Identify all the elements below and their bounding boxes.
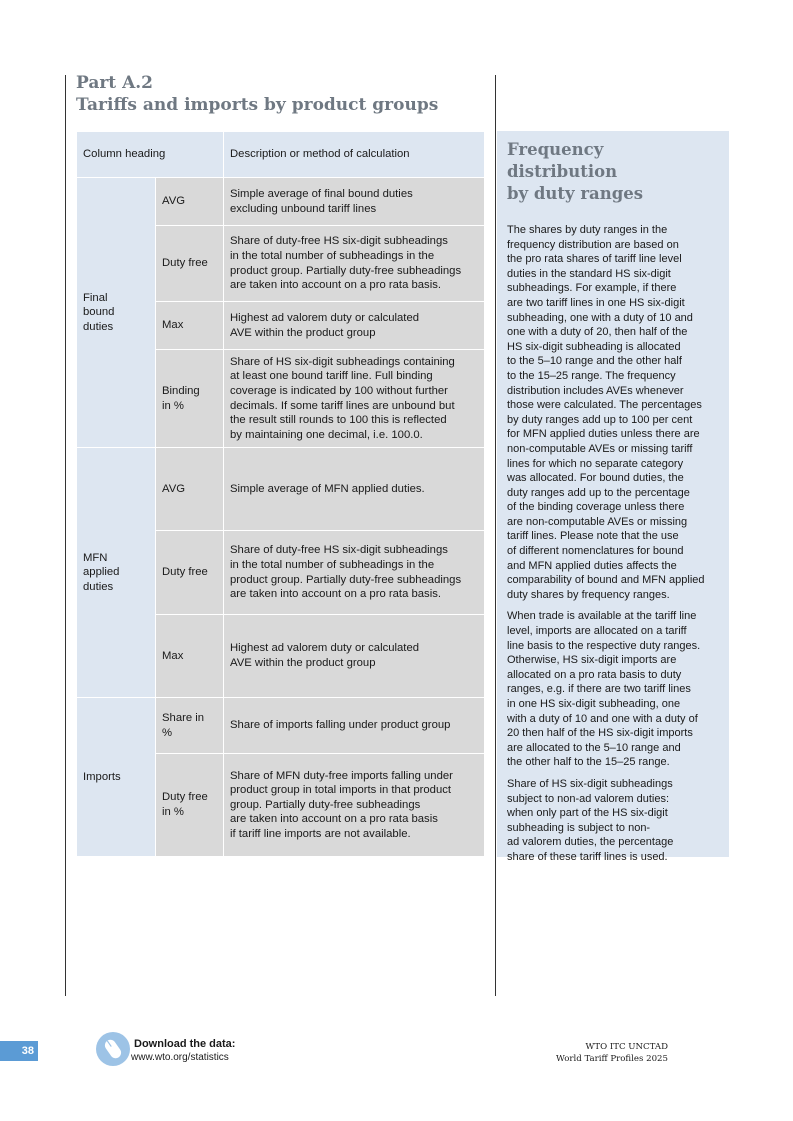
left-rule xyxy=(65,75,66,996)
row-label: AVG xyxy=(156,178,224,226)
page-title xyxy=(76,72,438,116)
row-label: Duty free xyxy=(156,226,224,302)
row-description: Share of HS six-digit subheadings containing at least one bound tariff line. Full binding coverage is indicated by 100 without further decimals. If some tariff lines are unbound but the result still rounds to 100 this is reflected by maintaining one decimal, i.e. 100.0. xyxy=(224,350,485,448)
group-label-final-bound: Final bound duties xyxy=(77,178,156,448)
sidebar-paragraph: The shares by duty ranges in the frequency distribution are based on the pro rata shares of tariff line level duties in the standard HS six-digit subheadings. For example, if there are two tariff lines in one HS six-digit subheading, one with a duty of 10 and one with a duty of 20, then half of the HS six-digit subheading is allocated to the 5–10 range and the other half to the 15–25 range. The frequency distribution includes AVEs whenever those were calculated. The percentages by duty ranges add up to 100 per cent for MFN applied duties unless there are non-computable AVEs or missing tariff lines for which no separate category was allocated. For bound duties, the duty ranges add up to the percentage of the binding coverage unless there are non-computable AVEs or missing tariff lines. Please note that the use of different nomenclatures for bound and MFN applied duties affects the comparability of bound and MFN applied duty shares by frequency ranges. xyxy=(507,224,705,601)
row-description: Share of imports falling under product group xyxy=(224,698,485,754)
row-description: Simple average of final bound duties excluding unbound tariff lines xyxy=(224,178,485,226)
download-link[interactable]: www.wto.org/statistics xyxy=(131,1052,229,1063)
row-description: Share of duty-free HS six-digit subheadings in the total number of subheadings in the product group. Partially duty-free subheadings are taken into account on a pro rata basis. xyxy=(224,226,485,302)
sidebar-paragraph: When trade is available at the tariff line level, imports are allocated on a tariff line basis to the respective duty ranges. Otherwise, HS six-digit imports are allocated on a pro rata basis to duty ranges, e.g. if there are two tariff lines in one HS six-digit subheading, one with a duty of 10 and one with a duty of 20 then half of the HS six-digit imports are allocated to the 5–10 range and the other half to the 15–25 range. xyxy=(507,610,701,769)
row-label: Duty free xyxy=(156,531,224,615)
row-description: Share of MFN duty-free imports falling under product group in total imports in that product group. Partially duty-free subheadings are taken into account on a pro rata basis if tariff line imports are not available. xyxy=(224,754,485,857)
sidebar-body xyxy=(507,223,719,865)
page-number: 38 xyxy=(0,1041,38,1061)
mouse-download-icon[interactable] xyxy=(96,1032,130,1066)
publication-title: World Tariff Profiles 2025 xyxy=(555,1054,668,1064)
definitions-table xyxy=(76,131,485,857)
publisher-names: WTO ITC UNCTAD xyxy=(585,1042,668,1052)
group-label-mfn-applied: MFN applied duties xyxy=(77,448,156,698)
row-label: Binding in % xyxy=(156,350,224,448)
group-label-imports: Imports xyxy=(77,698,156,857)
description-header: Description or method of calculation xyxy=(224,132,485,178)
column-heading-header: Column heading xyxy=(77,132,224,178)
table-row xyxy=(77,448,485,531)
download-title: Download the data: xyxy=(134,1038,236,1050)
publication-footer xyxy=(556,1041,668,1065)
section-title: Tariffs and imports by product groups xyxy=(76,95,439,115)
sidebar-title: Frequency distribution by duty ranges xyxy=(507,140,644,203)
row-label: AVG xyxy=(156,448,224,531)
row-description: Share of duty-free HS six-digit subheadings in the total number of subheadings in the product group. Partially duty-free subheadings are taken into account on a pro rata basis. xyxy=(224,531,485,615)
row-description: Highest ad valorem duty or calculated AVE within the product group xyxy=(224,615,485,698)
row-description: Highest ad valorem duty or calculated AVE within the product group xyxy=(224,302,485,350)
sidebar-panel xyxy=(497,131,729,863)
row-description: Simple average of MFN applied duties. xyxy=(224,448,485,531)
table-row xyxy=(77,178,485,226)
sidebar-paragraph: Share of HS six-digit subheadings subject to non-ad valorem duties: when only part of the HS six-digit subheading is subject to non- ad valorem duties, the percentage share of these tariff lines is used. xyxy=(507,777,674,863)
part-label: Part A.2 xyxy=(76,73,154,93)
row-label: Max xyxy=(156,302,224,350)
row-label: Duty free in % xyxy=(156,754,224,857)
row-label: Max xyxy=(156,615,224,698)
column-rule xyxy=(495,75,496,996)
table-row xyxy=(77,698,485,754)
table-header-row xyxy=(77,132,485,178)
row-label: Share in % xyxy=(156,698,224,754)
